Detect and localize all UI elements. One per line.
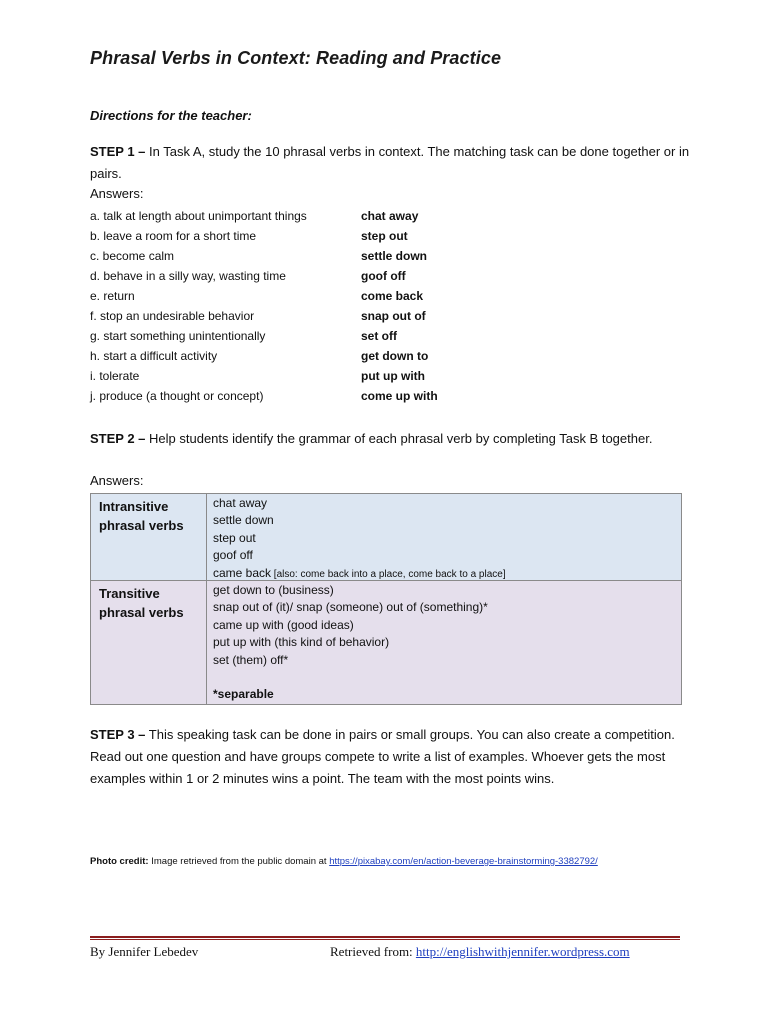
matching-verb: step out: [361, 229, 408, 243]
step1-label: STEP 1 –: [90, 144, 146, 159]
intransitive-item: step out: [213, 530, 256, 545]
matching-definition: a. talk at length about unimportant things: [90, 209, 307, 223]
answers-label-2: Answers:: [90, 473, 144, 488]
matching-verb: put up with: [361, 369, 425, 383]
transitive-item: get down to (business): [213, 583, 334, 597]
matching-row: [90, 326, 550, 346]
matching-row: [90, 246, 550, 266]
transitive-item: put up with (this kind of behavior): [213, 635, 390, 650]
transitive-heading: [91, 581, 207, 704]
matching-definition: d. behave in a silly way, wasting time: [90, 269, 286, 283]
intransitive-list: [207, 494, 506, 580]
transitive-item: came up with (good ideas): [213, 617, 354, 632]
footer-source: [330, 944, 630, 960]
directions-heading: Directions for the teacher:: [90, 108, 252, 123]
grammar-table: [90, 493, 682, 705]
step2-paragraph: [90, 428, 690, 450]
step2-text: Help students identify the grammar of each phrasal verb by completing Task B together.: [145, 431, 653, 446]
photo-credit-link[interactable]: https://pixabay.com/en/action-beverage-brainstorming-3382792/: [329, 856, 598, 867]
step1-paragraph: [90, 141, 690, 185]
matching-row: [90, 306, 550, 326]
intransitive-item-came-back: came back: [213, 565, 272, 580]
matching-row: [90, 286, 550, 306]
intransitive-note: [also: come back into a place, come back to a place]: [271, 568, 506, 580]
matching-definition: e. return: [90, 289, 135, 303]
photo-credit-text: Image retrieved from the public domain at: [148, 856, 330, 867]
matching-answers: [90, 206, 550, 406]
footer-rule-thin: [90, 939, 680, 940]
matching-verb: goof off: [361, 269, 406, 283]
page-title: Phrasal Verbs in Context: Reading and Practice: [90, 48, 502, 68]
matching-verb: snap out of: [361, 309, 426, 323]
intransitive-item: goof off: [213, 548, 253, 563]
step3-text: This speaking task can be done in pairs or small groups. You can also create a competition. Read out one question and have groups compete to write a list of examples. Whoever gets the most examples within 1 or 2 minutes wins a point. The team with the most points wins.: [90, 727, 675, 786]
transitive-item: snap out of (it)/ snap (someone) out of (something)*: [213, 600, 488, 615]
separable-note: *separable: [213, 687, 274, 702]
answers-label-1: Answers:: [90, 186, 144, 201]
intransitive-item: settle down: [213, 513, 274, 528]
transitive-list: [207, 581, 488, 704]
footer-rule: [90, 936, 680, 938]
matching-definition: h. start a difficult activity: [90, 349, 218, 363]
matching-verb: get down to: [361, 349, 429, 363]
step3-label: STEP 3 –: [90, 727, 146, 742]
intransitive-heading-line2: phrasal verbs: [99, 518, 184, 533]
matching-row: [90, 226, 550, 246]
matching-verb: set off: [361, 329, 397, 343]
matching-definition: f. stop an undesirable behavior: [90, 309, 255, 323]
transitive-item: set (them) off*: [213, 652, 289, 667]
matching-row: [90, 386, 550, 406]
step2-label: STEP 2 –: [90, 431, 146, 446]
footer-retrieved-link[interactable]: http://englishwithjennifer.wordpress.com: [415, 944, 630, 959]
matching-verb: settle down: [361, 249, 428, 263]
matching-verb: come back: [361, 289, 424, 303]
matching-definition: j. produce (a thought or concept): [90, 389, 264, 403]
step1-text: In Task A, study the 10 phrasal verbs in context. The matching task can be done together or in pairs.: [90, 144, 690, 181]
step3-paragraph: [90, 724, 690, 790]
photo-credit: [90, 856, 598, 867]
transitive-heading-line1: Transitive: [99, 586, 160, 601]
matching-definition: i. tolerate: [90, 369, 140, 383]
intransitive-item: chat away: [213, 496, 268, 510]
intransitive-row: [91, 494, 681, 581]
matching-verb: come up with: [361, 389, 438, 403]
photo-credit-label: Photo credit:: [90, 856, 149, 867]
matching-row: [90, 266, 550, 286]
matching-row: [90, 206, 550, 226]
matching-definition: c. become calm: [90, 249, 175, 263]
transitive-heading-line2: phrasal verbs: [99, 605, 184, 620]
footer-author: By Jennifer Lebedev: [90, 944, 199, 959]
transitive-row: [91, 581, 681, 704]
matching-definition: g. start something unintentionally: [90, 329, 266, 343]
footer-retrieved-label: Retrieved from:: [330, 944, 416, 959]
matching-row: [90, 346, 550, 366]
intransitive-heading: [91, 494, 207, 580]
matching-row: [90, 366, 550, 386]
matching-definition: b. leave a room for a short time: [90, 229, 257, 243]
matching-verb: chat away: [361, 209, 419, 223]
intransitive-heading-line1: Intransitive: [99, 499, 169, 514]
